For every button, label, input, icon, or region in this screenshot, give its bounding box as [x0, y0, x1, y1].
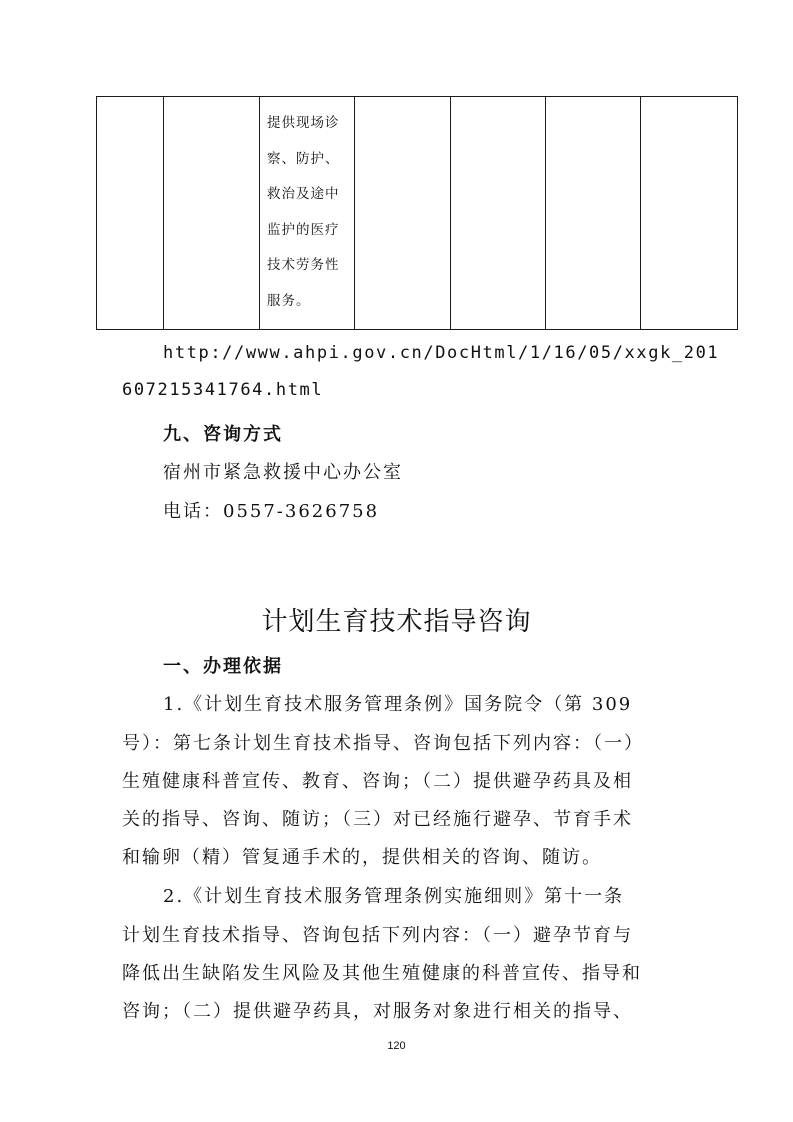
phone-number: 电话：0557-3626758 [163, 501, 380, 522]
paragraph-2-line-4: 咨询；（二）提供避孕药具，对服务对象进行相关的指导、 [122, 1001, 633, 1022]
paragraph-1-line-3: 生殖健康科普宣传、教育、咨询；（二）提供避孕药具及相 [122, 771, 633, 792]
page-number: 120 [387, 1040, 406, 1052]
cell-line-3: 救治及途中 [267, 186, 340, 202]
paragraph-2-line-2: 计划生育技术指导、咨询包括下列内容：（一）避孕节育与 [122, 925, 633, 946]
table-cell-5 [451, 97, 546, 330]
cell-line-2: 察、防护、 [267, 150, 340, 167]
continued-table [96, 96, 738, 330]
paragraph-2-line-1: 2.《计划生育技术服务管理条例实施细则》第十一条 [163, 886, 625, 907]
paragraph-1-line-5: 和输卵（精）管复通手术的，提供相关的咨询、随访。 [122, 847, 602, 868]
page-title: 计划生育技术指导咨询 [261, 607, 532, 637]
cell-line-6: 服务。 [267, 292, 311, 309]
paragraph-1-line-2: 号）：第七条计划生育技术指导、咨询包括下列内容：（一） [122, 733, 644, 754]
paragraph-1-line-4: 关的指导、咨询、随访；（三）对已经施行避孕、节育手术 [122, 809, 633, 830]
table-cell-7 [641, 97, 738, 330]
table-cell-2 [164, 97, 260, 330]
office-name: 宿州市紧急救援中心办公室 [163, 462, 403, 483]
table-cell-6 [546, 97, 641, 330]
table-cell-3 [260, 97, 355, 330]
table-cell-1 [97, 97, 164, 330]
cell-line-4: 监护的医疗 [267, 221, 340, 238]
paragraph-2-line-3: 降低出生缺陷发生风险及其他生殖健康的科普宣传、指导和 [122, 963, 642, 984]
table-cell-4 [355, 97, 451, 330]
source-url-line-2: 607215341764.html [122, 380, 324, 400]
paragraph-1-line-1: 1.《计划生育技术服务管理条例》国务院令（第 309 [163, 694, 633, 715]
section-heading-consultation: 九、咨询方式 [163, 424, 283, 445]
table-row [97, 97, 738, 330]
source-url-line-1: http://www.ahpi.gov.cn/DocHtml/1/16/05/xxgk_201 [163, 343, 720, 363]
cell-line-1: 提供现场诊 [267, 115, 340, 131]
cell-line-5: 技术劳务性 [267, 257, 340, 273]
section-heading-basis: 一、办理依据 [163, 656, 283, 677]
